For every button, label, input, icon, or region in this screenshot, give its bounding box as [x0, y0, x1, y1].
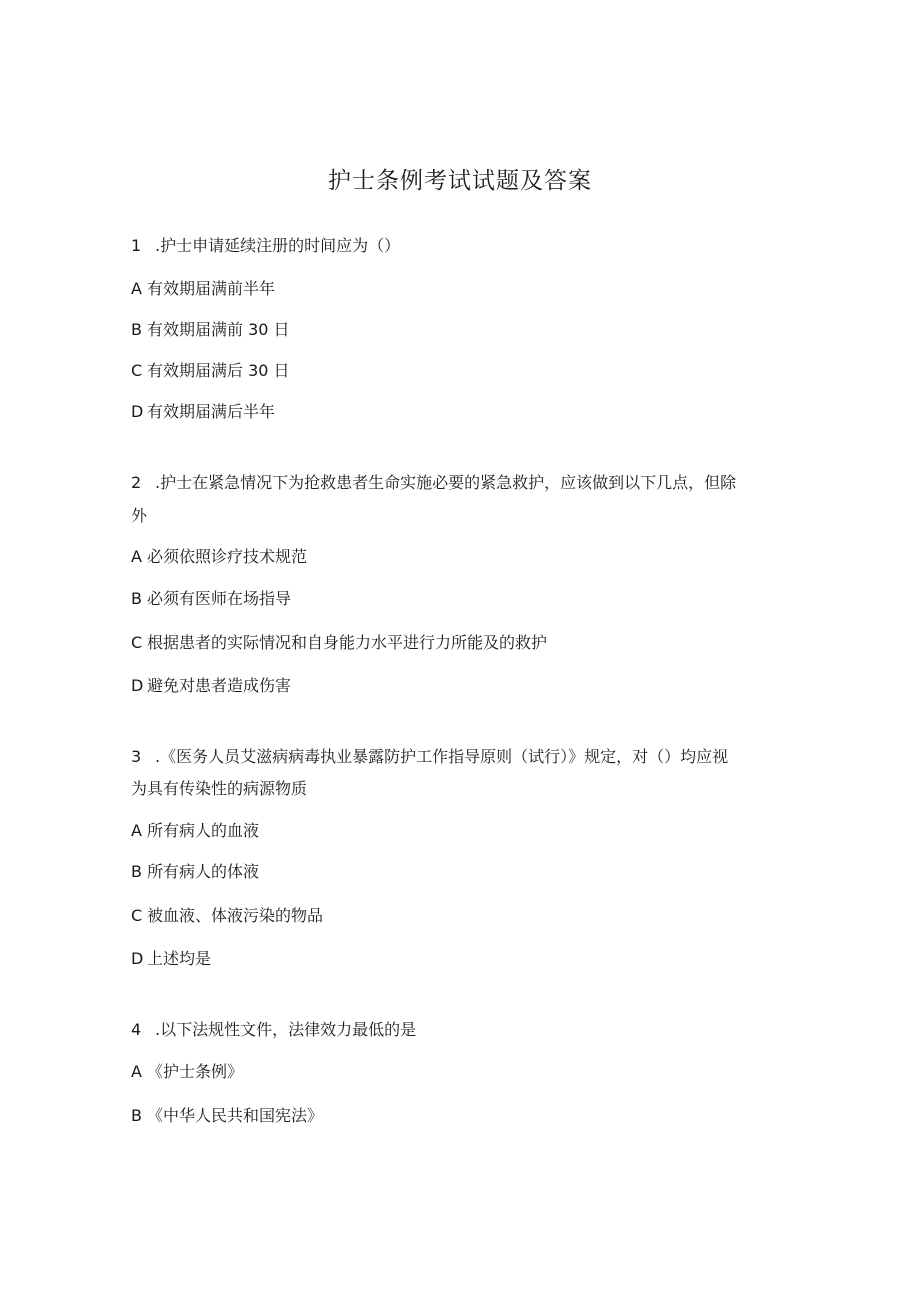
question-1-option-b [131, 319, 791, 341]
question-number: 4 [131, 1020, 142, 1039]
option-letter: B [131, 589, 142, 608]
question-4-option-a [131, 1061, 791, 1083]
option-text: 上述均是 [147, 949, 212, 968]
option-letter: A [131, 279, 142, 298]
option-letter: D [131, 402, 144, 421]
question-1-option-a [131, 278, 791, 300]
question-text: .护士在紧急情况下为抢救患者生命实施必要的紧急救护，应该做到以下几点，但除 [155, 473, 737, 492]
question-2-stem-continued [131, 505, 791, 527]
question-3-option-d [131, 948, 791, 970]
question-3-option-c [131, 905, 791, 927]
question-2-option-a [131, 546, 791, 568]
question-3-option-a [131, 820, 791, 842]
option-letter: D [131, 949, 144, 968]
option-text: 必须有医师在场指导 [147, 589, 292, 608]
question-2-option-d [131, 675, 791, 697]
question-text: .护士申请延续注册的时间应为（） [155, 236, 401, 255]
document-title: 护士条例考试试题及答案 [328, 168, 592, 194]
option-text: 必须依照诊疗技术规范 [147, 547, 308, 566]
option-letter: A [131, 821, 142, 840]
question-3-stem-continued [131, 778, 791, 800]
question-2-option-b [131, 588, 791, 610]
option-letter: B [131, 320, 142, 339]
question-3-option-b [131, 861, 791, 883]
option-text: 有效期届满后半年 [147, 402, 276, 421]
question-3-stem [131, 746, 791, 768]
option-letter: D [131, 676, 144, 695]
option-letter: C [131, 633, 143, 652]
option-text: 有效期届满后 30 日 [147, 361, 290, 380]
option-text: 所有病人的体液 [147, 862, 260, 881]
question-1-option-d [131, 401, 791, 423]
question-number: 3 [131, 747, 142, 766]
question-2-stem [131, 472, 791, 494]
option-text: 有效期届满前 30 日 [147, 320, 290, 339]
question-4-option-b [131, 1105, 791, 1127]
option-text: 根据患者的实际情况和自身能力水平进行力所能及的救护 [147, 633, 548, 652]
option-text: 《中华人民共和国宪法》 [147, 1106, 324, 1125]
option-letter: A [131, 547, 142, 566]
question-number: 1 [131, 236, 142, 255]
option-letter: C [131, 361, 143, 380]
option-letter: B [131, 1106, 142, 1125]
question-text: 为具有传染性的病源物质 [131, 779, 308, 798]
question-1-stem [131, 235, 791, 257]
option-letter: C [131, 906, 143, 925]
question-text: .《医务人员艾滋病病毒执业暴露防护工作指导原则（试行）》规定，对（）均应视 [155, 747, 729, 766]
option-text: 被血液、体液污染的物品 [147, 906, 324, 925]
option-letter: A [131, 1062, 142, 1081]
question-number: 2 [131, 473, 142, 492]
option-text: 避免对患者造成伤害 [147, 676, 292, 695]
option-text: 所有病人的血液 [147, 821, 260, 840]
option-text: 《护士条例》 [147, 1062, 244, 1081]
question-text: 外 [131, 506, 148, 525]
question-2-option-c [131, 632, 791, 654]
question-1-option-c [131, 360, 791, 382]
question-text: .以下法规性文件，法律效力最低的是 [155, 1020, 417, 1039]
option-letter: B [131, 862, 142, 881]
option-text: 有效期届满前半年 [147, 279, 276, 298]
question-4-stem [131, 1019, 791, 1041]
